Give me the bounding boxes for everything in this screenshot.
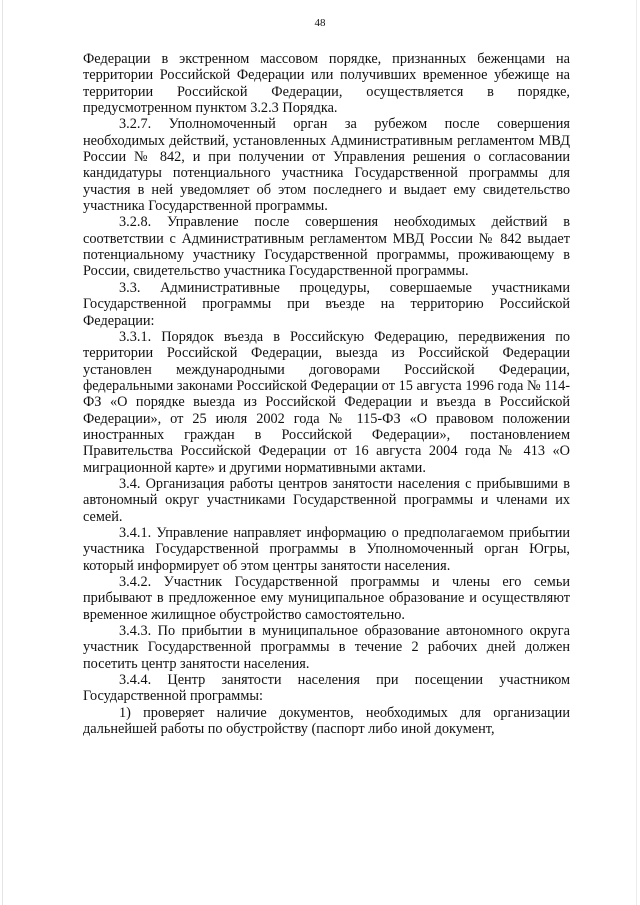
paragraph: 3.4.3. По прибытии в муниципальное образование автономного округа участник Государственной программы в течение 2 рабочих дней должен посетить центр занятости населения. (83, 623, 570, 672)
page-number: 48 (314, 17, 326, 29)
paragraph: 3.3. Административные процедуры, совершаемые участниками Государственной программы при въезде на территорию Российской Федерации: (83, 279, 570, 329)
paragraph: 3.4.1. Управление направляет информацию о предполагаемом прибытии участника Государственной программы в Уполномоченный орган Югры, который информирует об этом центры занятости населения. (83, 524, 570, 574)
paragraph: 3.4.4. Центр занятости населения при посещении участником Государственной программы: (83, 672, 570, 705)
document-body (83, 51, 570, 737)
paragraph: 3.2.7. Уполномоченный орган за рубежом после совершения необходимых действий, установленных Административным регламентом МВД России № 842, и при получении от Управления решения о согласовании кандидатуры потенциального участника Государственной программы для участия в ней уведомляет об этом последнего и выдает ему свидетельство участника Государственной программы. (83, 116, 570, 215)
page-edge-right (636, 0, 637, 905)
paragraph: 3.4.2. Участник Государственной программы и члены его семьи прибывают в предложенное ему муниципальное образование и осуществляют временное жилищное обустройство самостоятельно. (83, 574, 570, 623)
page-edge-left (2, 0, 3, 905)
paragraph: 3.3.1. Порядок въезда в Российскую Федерацию, передвижения по территории Российской Федерации, выезда из Российской Федерации установлен международными договорами Российской Федерации, федеральными законами Российской Федерации от 15 августа 1996 года № 114-ФЗ «О порядке выезда из Российской Федерации и въезда в Российской Федерации», от 25 июля 2002 года № 115-ФЗ «О правовом положении иностранных граждан в Российской Федерации», постановлением Правительства Российской Федерации от 16 августа 2004 года № 413 «О миграционной карте» и другими нормативными актами. (83, 328, 570, 476)
paragraph: 3.4. Организация работы центров занятости населения с прибывшими в автономный округ участниками Государственной программы и членами их семей. (83, 475, 570, 525)
paragraph: 3.2.8. Управление после совершения необходимых действий в соответствии с Административным регламентом МВД России № 842 выдает потенциальному участнику Государственной программы, проживающему в России, свидетельство участника Государственной программы. (83, 214, 570, 280)
paragraph: Федерации в экстренном массовом порядке, признанных беженцами на территории Российской Федерации или получивших временное убежище на территории Российской Федерации, осуществляется в порядке, предусмотренном пунктом 3.2.3 Порядка. (83, 51, 570, 117)
paragraph: 1) проверяет наличие документов, необходимых для организации дальнейшей работы по обустройству (паспорт либо иной документ, (83, 704, 570, 738)
